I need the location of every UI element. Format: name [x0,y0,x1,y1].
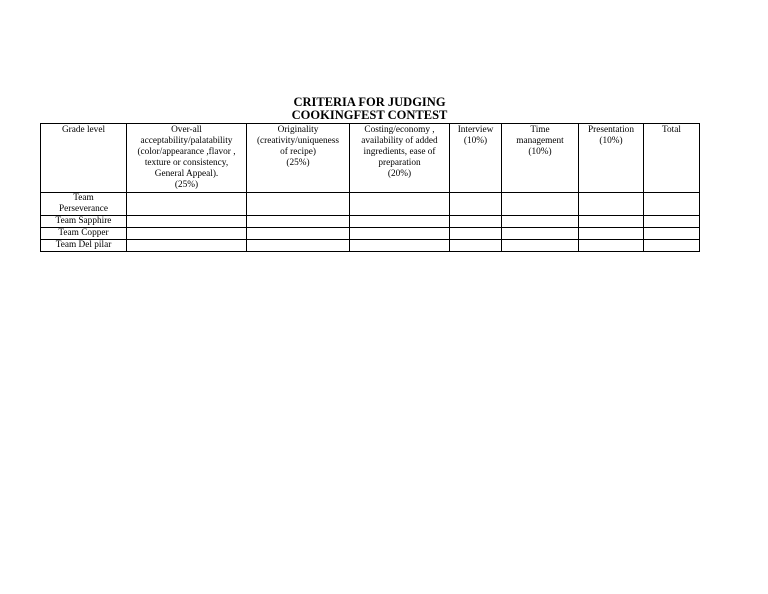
score-cell [350,193,450,216]
score-cell [247,228,350,240]
score-cell [579,193,644,216]
score-cell [502,228,579,240]
score-cell [127,240,247,252]
score-cell [450,228,502,240]
score-cell [127,228,247,240]
score-cell [247,216,350,228]
title-line-1: CRITERIA FOR JUDGING [293,95,446,109]
score-cell [644,193,700,216]
score-cell [247,193,350,216]
header-costing-economy: Costing/economy , availability of added ingredients, ease of preparation (20%) [350,124,450,193]
table-row [41,228,700,240]
score-cell [350,228,450,240]
score-cell [450,216,502,228]
score-cell [644,240,700,252]
score-cell [579,228,644,240]
score-cell [127,216,247,228]
score-cell [502,240,579,252]
title-line-2: COOKINGFEST CONTEST [291,108,448,122]
table-row [41,216,700,228]
document-title [40,96,699,122]
header-grade-level: Grade level [41,124,127,193]
score-cell [644,216,700,228]
score-cell [644,228,700,240]
team-name-cell: Team Del pilar [41,240,127,252]
score-cell [350,240,450,252]
team-name-cell: Team Copper [41,228,127,240]
table-row [41,193,700,216]
score-cell [127,193,247,216]
score-cell [350,216,450,228]
score-cell [579,240,644,252]
header-total: Total [644,124,700,193]
header-time-management: Time management (10%) [502,124,579,193]
table-row [41,240,700,252]
judging-criteria-table [40,123,700,252]
score-cell [450,193,502,216]
score-cell [502,193,579,216]
header-interview: Interview (10%) [450,124,502,193]
score-cell [247,240,350,252]
table-header-row [41,124,700,193]
header-overall-acceptability: Over-all acceptability/palatability (color/appearance ,flavor , texture or consistency, General Appeal). (25%) [127,124,247,193]
header-presentation: Presentation (10%) [579,124,644,193]
team-name-cell: Team Perseverance [41,193,127,216]
team-name-cell: Team Sapphire [41,216,127,228]
score-cell [502,216,579,228]
score-cell [450,240,502,252]
header-originality: Originality (creativity/uniqueness of recipe) (25%) [247,124,350,193]
score-cell [579,216,644,228]
